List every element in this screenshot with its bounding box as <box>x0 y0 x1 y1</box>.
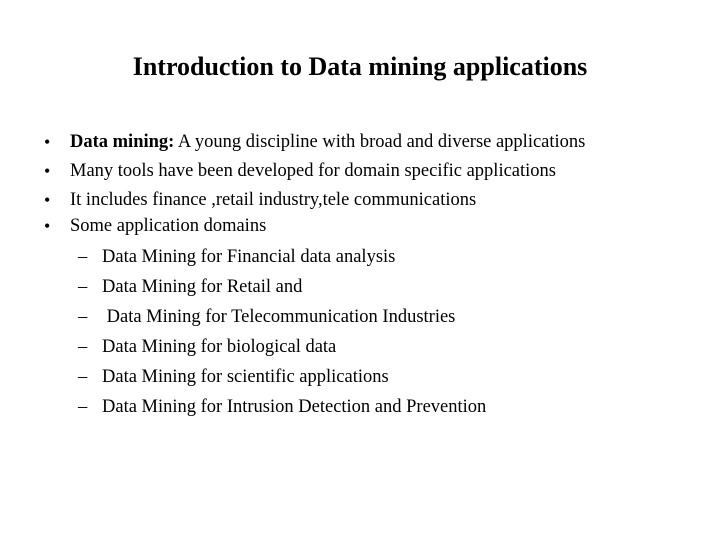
sub-bullet-marker: – <box>78 277 88 297</box>
sub-bullet-marker: – <box>78 337 88 357</box>
sub-bullet-marker: – <box>78 367 88 387</box>
sub-bullet-text: Data Mining for Financial data analysis <box>102 247 396 267</box>
sub-bullet-text: Data Mining for Telecommunication Industries <box>102 307 456 327</box>
bullet-marker: • <box>44 190 51 210</box>
sub-bullet-marker: – <box>78 307 88 327</box>
slide-title: Introduction to Data mining applications <box>132 52 588 81</box>
bullet-text: A young discipline with broad and diverse applications <box>174 132 586 152</box>
sub-bullet-text: Data Mining for biological data <box>102 337 337 357</box>
sub-bullet-text: Data Mining for Intrusion Detection and Prevention <box>102 397 487 417</box>
sub-bullet-marker: – <box>78 397 88 417</box>
bullet-marker: • <box>44 132 51 152</box>
sub-bullet-marker: – <box>78 247 88 267</box>
bullet-text: Many tools have been developed for domain specific applications <box>70 161 556 181</box>
bullet-text: Some application domains <box>70 216 267 236</box>
sub-bullet-text: Data Mining for scientific applications <box>102 367 389 387</box>
bullet-bold-term: Data mining: <box>70 132 175 152</box>
sub-bullet-text: Data Mining for Retail and <box>102 277 303 297</box>
bullet-text: It includes finance ,retail industry,tele communications <box>70 190 477 210</box>
bullet-marker: • <box>44 161 51 181</box>
bullet-marker: • <box>44 216 51 236</box>
